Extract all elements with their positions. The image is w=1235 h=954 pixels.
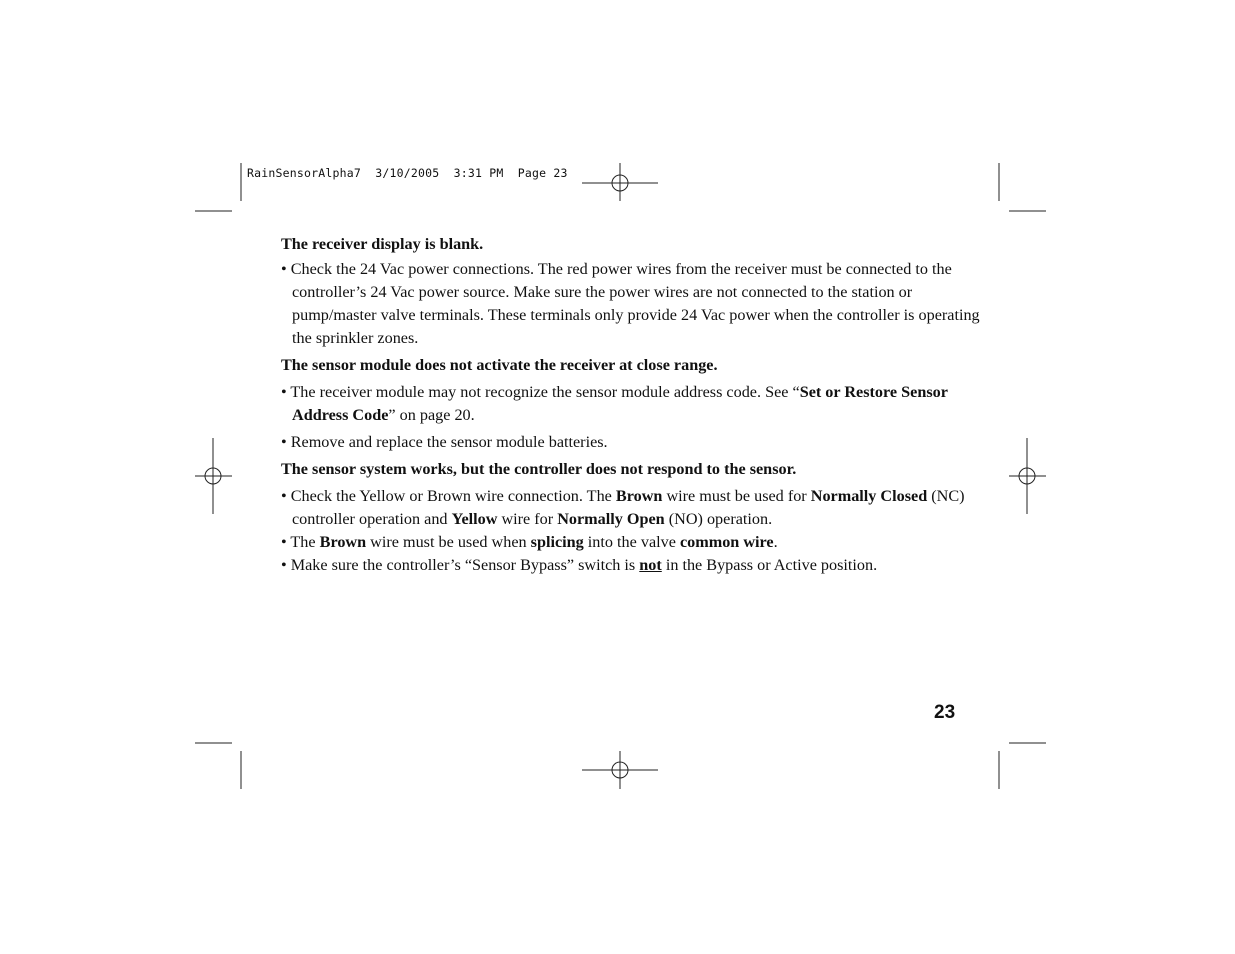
registration-mark-bottom (582, 751, 658, 789)
bullet-item (281, 381, 981, 427)
page-number: 23 (934, 702, 956, 723)
bullet-text: (NO) operation. (664, 510, 773, 528)
registration-mark-top (582, 163, 658, 201)
bullet-text: wire must be used when (366, 533, 531, 551)
slug-file: RainSensorAlpha7 (247, 166, 361, 180)
bullet-text: . (773, 533, 778, 551)
bullet-text: • The (281, 533, 320, 551)
bullet-text: in the Bypass or Active position. (661, 556, 878, 574)
bullet-item (281, 554, 981, 577)
bold-text: Normally Closed (810, 487, 928, 505)
bold-underlined-text (639, 556, 662, 574)
bullet-text: ” on page 20. (388, 406, 475, 424)
bullet-text: • Check the 24 Vac power connections. The red power wires from the receiver must be connected to the controller’s 24 Vac power source. Make sure the power wires are not connected to the station or pump/master valve terminals. These terminals only provide 24 Vac power when the controller is operating the sprinkler zones. (281, 260, 980, 347)
underlined-text: not (639, 556, 662, 574)
slug-page-label: Page (517, 166, 547, 180)
section-heading: The receiver display is blank. (281, 235, 484, 253)
bold-text: common wire (679, 533, 774, 551)
slug-date: 3/10/2005 (375, 166, 440, 180)
registration-mark-right (1009, 438, 1046, 514)
bullet-item (281, 258, 981, 350)
troubleshooting-content (281, 233, 981, 577)
slug-time: 3:31 PM (453, 166, 504, 180)
registration-mark-left (195, 438, 232, 514)
bullet-text: • Remove and replace the sensor module batteries. (281, 433, 608, 451)
bullet-text: wire must be used for (662, 487, 811, 505)
bold-text: splicing (530, 533, 584, 551)
bullet-item (281, 531, 981, 554)
bullet-text: wire for (497, 510, 558, 528)
slug-page-value: 23 (553, 166, 568, 180)
print-slug (247, 166, 568, 180)
bold-text: Normally Open (557, 510, 665, 528)
bold-text: Yellow (451, 510, 498, 528)
bullet-text: (NC) controller operation and (292, 487, 965, 528)
bullet-item (281, 431, 981, 454)
bold-text: Set or Restore Sensor Address Code (292, 383, 948, 424)
bullet-text: • The receiver module may not recognize the sensor module address code. See “ (281, 383, 800, 401)
bullet-text: • Make sure the controller’s “Sensor Bypass” switch is (281, 556, 640, 574)
bullet-text: • Check the Yellow or Brown wire connection. The (281, 487, 616, 505)
bullet-text: into the valve (583, 533, 680, 551)
section-heading: The sensor module does not activate the receiver at close range. (281, 356, 718, 374)
bullet-item (281, 485, 981, 531)
bold-text: Brown (615, 487, 663, 505)
section-heading: The sensor system works, but the controller does not respond to the sensor. (281, 460, 797, 478)
bold-text: Brown (319, 533, 367, 551)
